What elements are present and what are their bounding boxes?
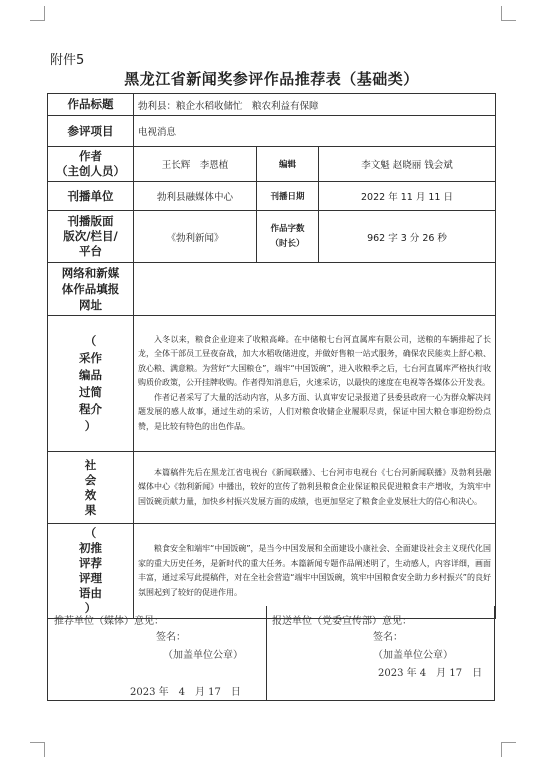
row-page [48,211,496,263]
review-label: （ 初推 评荐 评理 语由 ） [48,524,134,619]
review-paragraph: 粮食安全和端牢“中国饭碗”，是当今中国发展和全面建设小康社会、全面建设社会主义现代化国家的重大历史任务，是新时代的重大任务。本篇新闻专题作品阐述明了，生动感人，内容详细，画面丰富，通过采写此提稿件，对在全社会营造“端牢中国饭碗，筑牢中国粮食安全助力乡村振兴”的良好氛围起到了较好的促进作用。 [138,544,491,597]
effect-paragraph: 本篇稿件先后在黑龙江省电视台《新闻联播》、七台河市电视台《七台河新闻联播》及勃利县融媒体中心《勃利新闻》中播出，较好的宣传了勃利县粮食企业保证粮民促进粮食丰产增收，为筑牢中国饭碗贡献力量，加快乡村振兴发展方面的成绩，也更加坚定了粮食企业发展壮大的信心和决心。 [138,467,491,506]
left-seal-label: （加盖单位公章） [163,650,243,661]
process-paragraph-1: 入冬以来，粮食企业迎来了收粮高峰。在中储粮七台河直属库有限公司，送粮的车辆排起了长龙，全体干部员工昼夜奋战，加大水稻收储进度，并做好售粮一站式服务，确保农民能卖上舒心粮、放心粮、满意粮。为营好“大国粮仓”，端牢“中国饭碗”，进入收粮季之后，七台河直属库严格执行收购质价政策，公开挂牌收购。作者得知消息后，火速采访，以最快的速度在电视等各媒体公开发表。 [138,334,491,388]
right-date: 2023 年 4 月 17 日 [378,668,483,679]
left-sign-label[interactable]: 签名： [156,632,186,643]
crop-mark-top-right [501,6,516,21]
left-date: 2023 年 4 月 17 日 [130,687,241,698]
recommendation-form [47,93,496,619]
category-label: 参评项目 [48,116,134,147]
page-value: 《勃利新闻》 [134,211,257,263]
row-effect [48,452,496,524]
process-text [134,316,496,452]
row-publisher [48,182,496,211]
process-label: （ 采作 编品 过简 程介 ） [48,316,134,452]
right-sign-label[interactable]: 签名： [373,632,403,643]
attachment-label: 附件5 [50,53,85,68]
effect-label: 社 会 效 果 [48,452,134,524]
work-title-label: 作品标题 [48,94,134,116]
left-opinion-title: 推荐单位（媒体）意见： [54,616,164,627]
author-label: 作者 （主创人员） [48,147,134,182]
pub-date-value: 2022 年 11 月 11 日 [319,182,496,211]
pub-date-label: 刊播日期 [257,182,319,211]
work-title-value: 勃利县：粮企水稻收储忙 粮农利益有保障 [134,94,496,116]
length-value: 962 字 3 分 26 秒 [319,211,496,263]
crop-mark-bottom-right [501,742,516,757]
crop-mark-top-left [30,6,45,21]
editor-label: 编辑 [257,147,319,182]
signature-area [47,606,495,701]
effect-text [134,452,496,524]
row-url [48,263,496,316]
row-process [48,316,496,452]
row-category [48,116,496,147]
row-work-title [48,94,496,116]
signature-divider [266,606,267,701]
row-review [48,524,496,619]
category-value: 电视消息 [134,116,496,147]
authors-value: 王长辉 李恩植 [134,147,257,182]
length-label: 作品字数 （时长） [257,211,319,263]
editors-value: 李文魁 赵晓丽 钱会斌 [319,147,496,182]
process-paragraph-2: 作者记者采写了大量的活动内容，从多方面、认真审安记录报道了县委县政府一心为群众解决问题发展的感人故事，通过生动的采访，人们对粮食收储企业履职尽责，保证中国大粮仓事迎纷纷点赞，是比较有特色的出色作品。 [138,392,491,431]
right-seal-label: （加盖单位公章） [373,650,453,661]
right-opinion-title: 报送单位（党委宣传部）意见： [272,616,412,627]
url-label: 网络和新媒 体作品填报 网址 [48,263,134,316]
url-value[interactable] [134,263,496,316]
crop-mark-bottom-left [30,742,45,757]
review-text [134,524,496,619]
publisher-value: 勃利县融媒体中心 [134,182,257,211]
publisher-label: 刊播单位 [48,182,134,211]
page-title: 黑龙江省新闻奖参评作品推荐表（基础类） [124,70,419,88]
page-label: 刊播版面 版次/栏目/ 平台 [48,211,134,263]
row-authors [48,147,496,182]
